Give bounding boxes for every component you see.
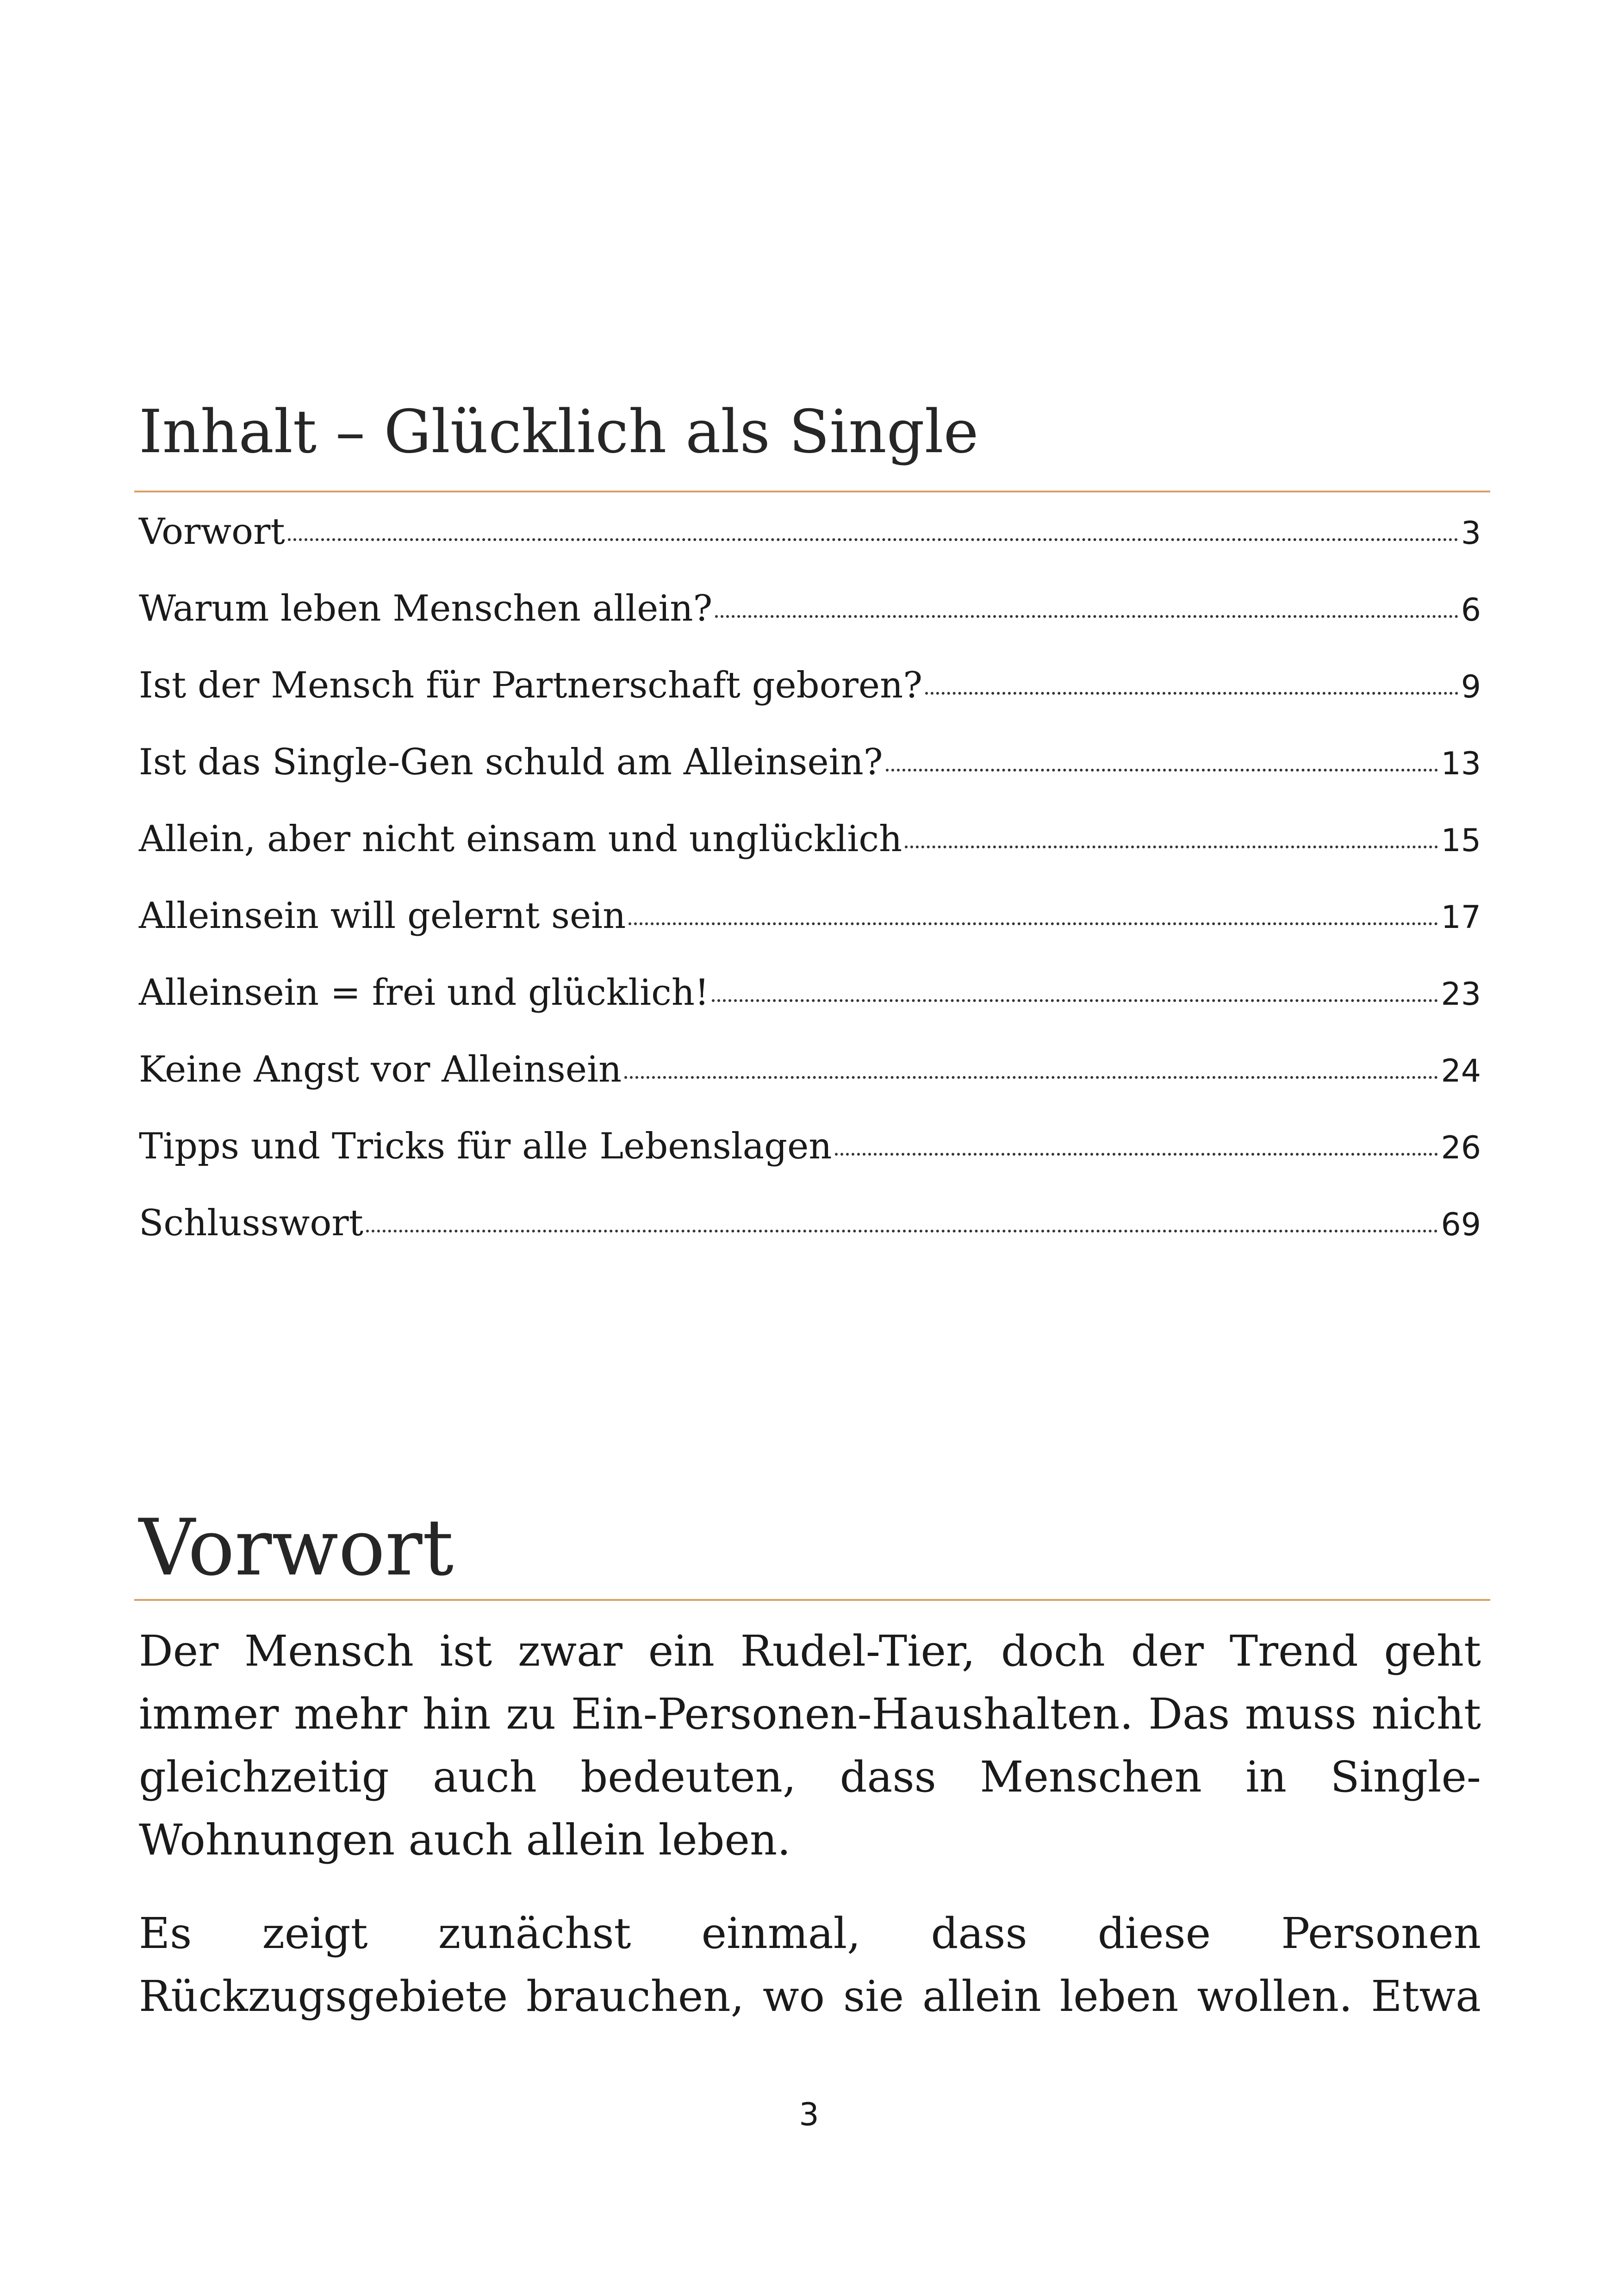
- toc-entry[interactable]: [139, 895, 1481, 975]
- toc-entry[interactable]: [139, 511, 1481, 591]
- toc-entry-title: Alleinsein = frei und glücklich!: [139, 972, 709, 1014]
- toc-entry-title: Vorwort: [139, 511, 285, 553]
- toc-heading: Inhalt – Glücklich als Single: [139, 398, 979, 467]
- toc-entry-title: Alleinsein will gelernt sein: [139, 895, 626, 937]
- toc-entry-page: 13: [1441, 746, 1481, 782]
- toc-entry-page: 23: [1441, 976, 1481, 1013]
- toc-entry-page: 69: [1441, 1207, 1481, 1243]
- toc-dot-leader: [629, 922, 1438, 925]
- toc-entry-title: Ist der Mensch für Partnerschaft geboren?: [139, 665, 923, 706]
- toc-entry-page: 9: [1461, 669, 1481, 705]
- vorwort-paragraph: Es zeigt zunächst einmal, dass diese Personen Rückzugsgebiete brauchen, wo sie allein leben wollen. Etwa: [139, 1909, 1481, 2021]
- toc-entry[interactable]: [139, 1128, 1481, 1205]
- toc-entry[interactable]: [139, 818, 1481, 898]
- toc-entry[interactable]: [139, 972, 1481, 1052]
- toc-entry-page: 15: [1441, 822, 1481, 859]
- vorwort-heading: Vorwort: [139, 1502, 454, 1593]
- toc-entry-title: Allein, aber nicht einsam und unglücklich: [139, 818, 902, 860]
- toc-dot-leader: [715, 615, 1458, 618]
- page-number: 3: [799, 2097, 819, 2133]
- toc-entry-page: 17: [1441, 899, 1481, 936]
- toc-entry[interactable]: [139, 741, 1481, 821]
- toc-entry-page: 3: [1461, 515, 1481, 552]
- toc-entry-title: Schlusswort: [139, 1202, 363, 1244]
- toc-entry[interactable]: [139, 667, 1481, 744]
- toc-entry[interactable]: [139, 1202, 1481, 1282]
- toc-entry-title: Keine Angst vor Alleinsein: [139, 1049, 622, 1090]
- toc-dot-leader: [886, 769, 1438, 772]
- vorwort-paragraph: Der Mensch ist zwar ein Rudel-Tier, doch der Trend geht immer mehr hin zu Ein-Personen-Haushalten. Das muss nicht gleichzeitig auch bedeuten, dass Menschen in Single-Wohnungen auch allein leben.: [139, 1626, 1481, 1865]
- toc-entry-page: 24: [1441, 1053, 1481, 1089]
- toc-entry-page: 6: [1461, 592, 1481, 628]
- vorwort-heading-rule: [134, 1599, 1490, 1601]
- table-of-contents: [139, 511, 1481, 1282]
- toc-dot-leader: [366, 1230, 1438, 1232]
- toc-entry-title: Ist das Single-Gen schuld am Alleinsein?: [139, 741, 883, 783]
- toc-dot-leader: [624, 1076, 1438, 1079]
- toc-dot-leader: [288, 538, 1458, 541]
- toc-dot-leader: [835, 1153, 1438, 1156]
- toc-entry-page: 26: [1441, 1130, 1481, 1166]
- toc-dot-leader: [712, 999, 1438, 1002]
- toc-dot-leader: [925, 692, 1458, 695]
- toc-heading-rule: [134, 491, 1490, 492]
- toc-entry[interactable]: [139, 588, 1481, 667]
- toc-entry[interactable]: [139, 1049, 1481, 1128]
- toc-dot-leader: [905, 846, 1438, 848]
- toc-entry-title: Tipps und Tricks für alle Lebenslagen: [139, 1126, 832, 1167]
- toc-entry-title: Warum leben Menschen allein?: [139, 588, 713, 629]
